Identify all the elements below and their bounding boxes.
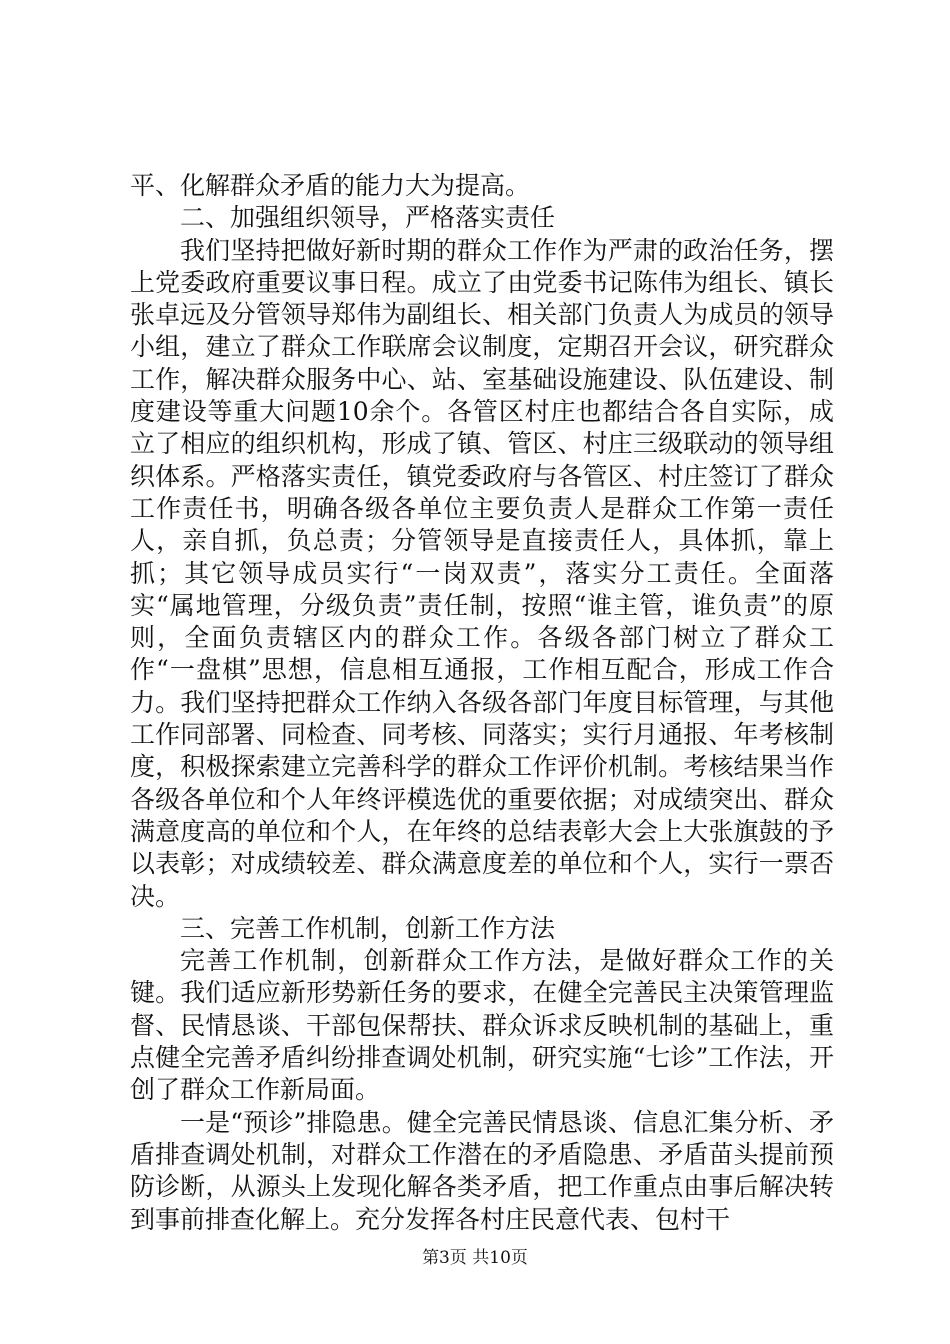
page-number-footer: 第3页 共10页 bbox=[422, 1248, 528, 1268]
paragraph-mechanism: 完善工作机制，创新群众工作方法，是做好群众工作的关键。我们适应新形势新任务的要求，在健全完善民主决策管理监督、民情恳谈、干部包保帮扶、群众诉求反映机制的基础上，重点健全完善矛盾纠纷排查调处机制，研究实施“七诊”工作法，开创了群众工作新局面。 bbox=[130, 946, 834, 1105]
paragraph-organization: 我们坚持把做好新时期的群众工作作为严肃的政治任务，摆上党委政府重要议事日程。成立了由党委书记陈伟为组长、镇长张卓远及分管领导郑伟为副组长、相关部门负责人为成员的领导小组，建立了群众工作联席会议制度，定期召开会议，研究群众工作，解决群众服务中心、站、室基础设施建设、队伍建设、制度建设等重大问题10余个。各管区村庄也都结合各自实际，成立了相应的组织机构，形成了镇、管区、村庄三级联动的领导组织体系。严格落实责任，镇党委政府与各管区、村庄签订了群众工作责任书，明确各级各单位主要负责人是群众工作第一责任人，亲自抓，负总责；分管领导是直接责任人，具体抓，靠上抓；其它领导成员实行“一岗双责”，落实分工责任。全面落实“属地管理，分级负责”责任制，按照“谁主管，谁负责”的原则，全面负责辖区内的群众工作。各级各部门树立了群众工作“一盘棋”思想，信息相互通报，工作相互配合，形成工作合力。我们坚持把群众工作纳入各级各部门年度目标管理，与其他工作同部署、同检查、同考核、同落实；实行月通报、年考核制度，积极探索建立完善科学的群众工作评价机制。考核结果当作各级各单位和个人年终评模选优的重要依据；对成绩突出、群众满意度高的单位和个人，在年终的总结表彰大会上大张旗鼓的予以表彰；对成绩较差、群众满意度差的单位和个人，实行一票否决。 bbox=[130, 235, 834, 911]
section-heading-3: 三、完善工作机制，创新工作方法 bbox=[180, 913, 556, 943]
paragraph-continuation: 平、化解群众矛盾的能力大为提高。 bbox=[130, 171, 531, 200]
section-heading-2: 二、加强组织领导，严格落实责任 bbox=[180, 203, 556, 233]
paragraph-prediagnosis: 一是“预诊”排隐患。健全完善民情恳谈、信息汇集分析、矛盾排查调处机制，对群众工作潜在的矛盾隐患、矛盾苗头提前预防诊断，从源头上发现化解各类矛盾，把工作重点由事后解决转到事前排查化解上。充分发挥各村庄民意代表、包村干 bbox=[130, 1107, 834, 1234]
document-body bbox=[130, 170, 834, 1236]
